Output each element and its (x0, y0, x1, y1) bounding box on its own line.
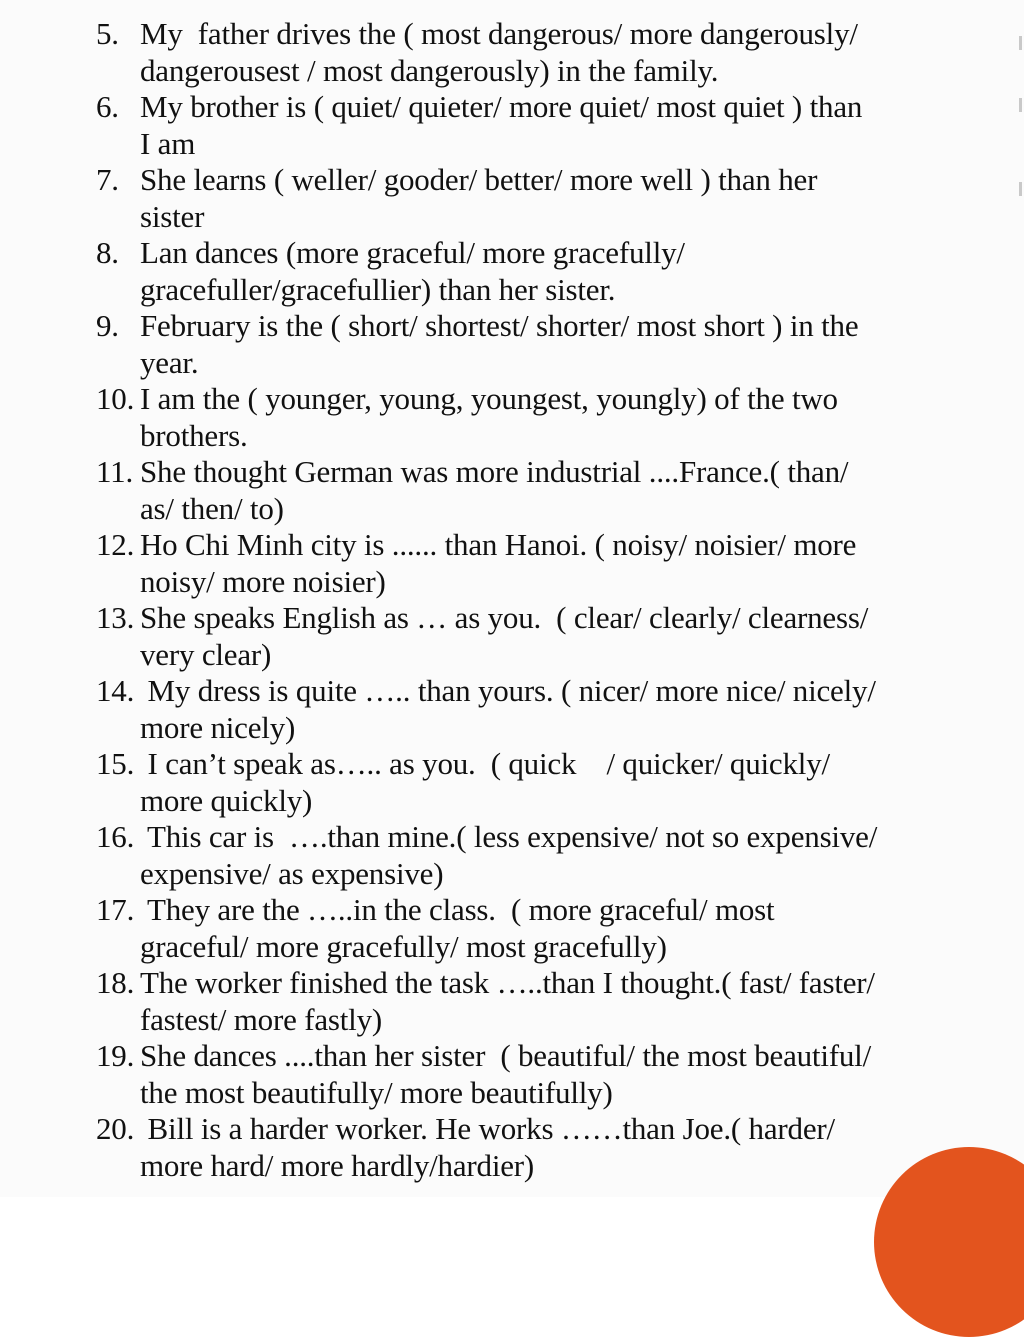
item-number: 6. (96, 89, 119, 124)
edge-mark (1019, 182, 1022, 196)
edge-mark (1019, 36, 1022, 50)
item-text (140, 308, 976, 381)
item-number: 20. (96, 1111, 135, 1146)
item-line: She learns ( weller/ gooder/ better/ more well ) than her (140, 162, 818, 197)
item-line: as/ then/ to) (140, 490, 284, 526)
item-text (140, 381, 976, 454)
item-line: The worker finished the task …..than I thought.( fast/ faster/ (140, 965, 875, 1000)
item-line: She thought German was more industrial ....France.( than/ (140, 454, 849, 489)
item-line: I am the ( younger, young, youngest, youngly) of the two (140, 381, 838, 416)
exercise-item (96, 1038, 976, 1111)
item-number: 14. (96, 673, 135, 708)
item-number: 17. (96, 892, 135, 927)
item-text (140, 454, 976, 527)
item-line: very clear) (140, 636, 272, 672)
exercise-item (96, 819, 976, 892)
exercise-item (96, 308, 976, 381)
item-line: noisy/ more noisier) (140, 563, 386, 599)
item-text (140, 892, 976, 965)
exercise-item (96, 527, 976, 600)
item-line: My father drives the ( most dangerous/ more dangerously/ (140, 16, 858, 51)
exercise-item (96, 600, 976, 673)
item-text (140, 1111, 976, 1184)
item-text (140, 600, 976, 673)
exercise-list (96, 16, 976, 1184)
item-number: 10. (96, 381, 135, 416)
item-line: My brother is ( quiet/ quieter/ more quiet/ most quiet ) than (140, 89, 863, 124)
item-number: 7. (96, 162, 119, 197)
item-text (140, 673, 976, 746)
item-number: 19. (96, 1038, 135, 1073)
item-line: brothers. (140, 417, 248, 453)
item-line: Lan dances (more graceful/ more gracefully/ (140, 235, 685, 270)
exercise-item (96, 16, 976, 89)
item-line: gracefuller/gracefullier) than her sister. (140, 271, 616, 307)
item-line: I can’t speak as….. as you. ( quick / quicker/ quickly/ (140, 746, 830, 781)
item-text (140, 16, 976, 89)
item-line: This car is ….than mine.( less expensive/ not so expensive/ (140, 819, 878, 854)
item-line: She dances ....than her sister ( beautiful/ the most beautiful/ (140, 1038, 872, 1073)
item-line: the most beautifully/ more beautifully) (140, 1074, 613, 1110)
item-number: 16. (96, 819, 135, 854)
exercise-item (96, 673, 976, 746)
item-number: 12. (96, 527, 135, 562)
item-line: graceful/ more gracefully/ most gracefully) (140, 928, 667, 964)
item-line: She speaks English as … as you. ( clear/ clearly/ clearness/ (140, 600, 869, 635)
item-line: fastest/ more fastly) (140, 1001, 382, 1037)
item-line: expensive/ as expensive) (140, 855, 444, 891)
exercise-item (96, 381, 976, 454)
item-line: Bill is a harder worker. He works ……than Joe.( harder/ (140, 1111, 835, 1146)
edge-mark (1019, 98, 1022, 112)
item-text (140, 162, 976, 235)
exercise-item (96, 746, 976, 819)
exercise-item (96, 454, 976, 527)
item-text (140, 965, 976, 1038)
item-text (140, 89, 976, 162)
item-number: 11. (96, 454, 133, 489)
item-line: They are the …..in the class. ( more graceful/ most (140, 892, 775, 927)
item-number: 9. (96, 308, 119, 343)
item-line: more nicely) (140, 709, 296, 745)
item-number: 18. (96, 965, 135, 1000)
item-line: Ho Chi Minh city is ...... than Hanoi. ( noisy/ noisier/ more (140, 527, 857, 562)
exercise-item (96, 892, 976, 965)
item-number: 15. (96, 746, 135, 781)
item-line: more hard/ more hardly/hardier) (140, 1147, 535, 1183)
item-line: year. (140, 344, 199, 380)
exercise-item (96, 162, 976, 235)
item-line: sister (140, 198, 205, 234)
item-text (140, 746, 976, 819)
item-line: more quickly) (140, 782, 313, 818)
item-text (140, 235, 976, 308)
exercise-item (96, 89, 976, 162)
exercise-item (96, 235, 976, 308)
item-number: 13. (96, 600, 135, 635)
item-line: I am (140, 125, 196, 161)
item-number: 8. (96, 235, 119, 270)
item-line: dangerousest / most dangerously) in the family. (140, 52, 719, 88)
item-number: 5. (96, 16, 119, 51)
item-line: February is the ( short/ shortest/ shorter/ most short ) in the (140, 308, 859, 343)
item-text (140, 527, 976, 600)
item-text (140, 1038, 976, 1111)
exercise-item (96, 1111, 976, 1184)
exercise-item (96, 965, 976, 1038)
item-line: My dress is quite ….. than yours. ( nicer/ more nice/ nicely/ (140, 673, 876, 708)
item-text (140, 819, 976, 892)
